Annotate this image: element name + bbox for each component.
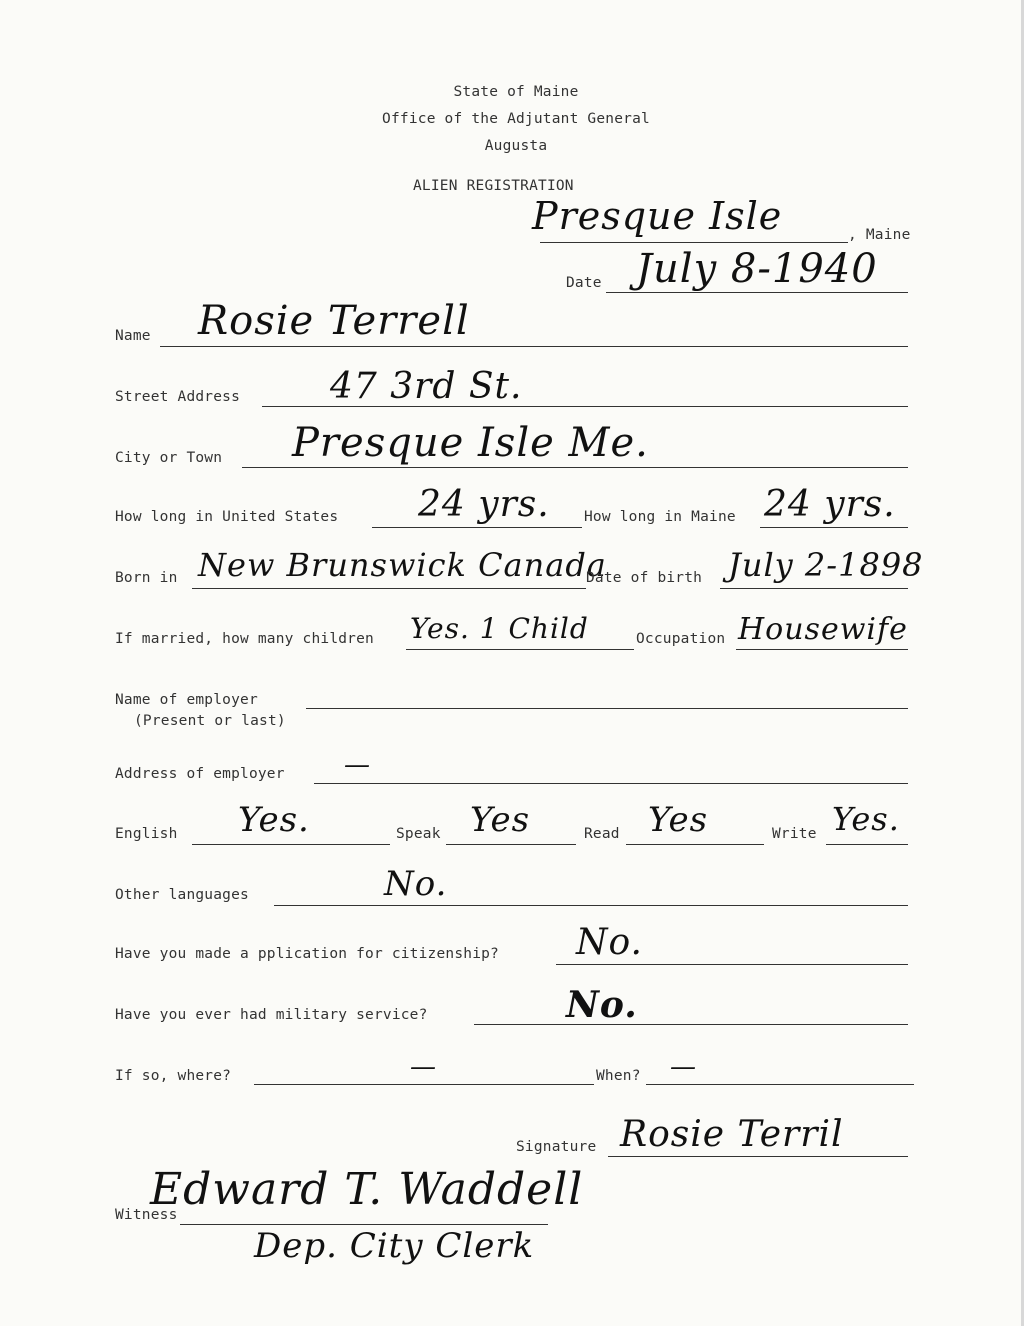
read-label: Read [584, 826, 620, 842]
signature-value: Rosie Terril [620, 1114, 844, 1155]
maine-label: How long in Maine [584, 509, 736, 525]
employer-address-line [314, 783, 908, 784]
signature-label: Signature [516, 1139, 597, 1155]
speak-label: Speak [396, 826, 441, 842]
english-line [192, 844, 390, 845]
when-value: — [670, 1052, 697, 1082]
maine-line [760, 527, 908, 528]
header-city: Augusta [484, 138, 548, 154]
us-line [372, 527, 582, 528]
us-label: How long in United States [115, 509, 339, 525]
place-suffix: , Maine [848, 227, 911, 243]
dob-label: Date of birth [586, 570, 703, 586]
name-line [160, 346, 908, 347]
other-languages-value: No. [384, 864, 448, 904]
military-value: No. [566, 984, 638, 1026]
signature-line [608, 1156, 908, 1157]
street-label: Street Address [115, 389, 241, 405]
write-line [826, 844, 908, 845]
city-value: Presque Isle Me. [292, 420, 649, 466]
born-label: Born in [115, 570, 178, 586]
born-line [192, 588, 586, 589]
employer-address-label: Address of employer [115, 766, 285, 782]
where-label: If so, where? [115, 1068, 232, 1084]
occupation-value: Housewife [738, 612, 908, 647]
witness-title: Dep. City Clerk [254, 1226, 535, 1266]
date-value: July 8-1940 [636, 246, 878, 292]
witness-line [180, 1224, 548, 1225]
military-line [474, 1024, 908, 1025]
married-label: If married, how many children [115, 631, 374, 647]
born-value: New Brunswick Canada [198, 546, 607, 584]
speak-value: Yes [470, 800, 531, 840]
english-value: Yes. [238, 800, 310, 840]
date-label: Date [566, 275, 602, 291]
employer-line [306, 708, 908, 709]
citizenship-line [556, 964, 908, 965]
employer-sublabel: (Present or last) [134, 713, 286, 729]
us-value: 24 yrs. [418, 484, 550, 525]
place-value: Presque Isle [532, 194, 783, 238]
witness-value: Edward T. Waddell [150, 1164, 584, 1215]
other-languages-label: Other languages [115, 887, 249, 903]
read-value: Yes [648, 800, 709, 840]
english-label: English [115, 826, 178, 842]
name-label: Name [115, 328, 151, 344]
header-office: Office of the Adjutant General [382, 111, 650, 127]
married-line [406, 649, 634, 650]
place-line [540, 242, 848, 243]
where-value: — [410, 1052, 437, 1082]
occupation-label: Occupation [636, 631, 726, 647]
dob-value: July 2-1898 [728, 546, 924, 584]
read-line [626, 844, 764, 845]
citizenship-label: Have you made a pplication for citizenship? [115, 946, 499, 962]
when-line [646, 1084, 914, 1085]
city-line [242, 467, 908, 468]
maine-value: 24 yrs. [764, 484, 896, 525]
write-value: Yes. [832, 800, 900, 838]
where-line [254, 1084, 594, 1085]
employer-label: Name of employer [115, 692, 258, 708]
speak-line [446, 844, 576, 845]
military-label: Have you ever had military service? [115, 1007, 428, 1023]
other-languages-line [274, 905, 908, 906]
employer-address-value: — [344, 750, 371, 780]
citizenship-value: No. [576, 922, 643, 963]
married-value: Yes. 1 Child [410, 612, 589, 645]
dob-line [720, 588, 908, 589]
when-label: When? [596, 1068, 641, 1084]
name-value: Rosie Terrell [198, 298, 470, 344]
header-state: State of Maine [453, 84, 579, 100]
city-label: City or Town [115, 450, 223, 466]
street-value: 47 3rd St. [330, 366, 523, 407]
date-line [606, 292, 908, 293]
form-title: ALIEN REGISTRATION [413, 178, 574, 194]
witness-label: Witness [115, 1207, 178, 1223]
write-label: Write [772, 826, 817, 842]
occupation-line [736, 649, 908, 650]
